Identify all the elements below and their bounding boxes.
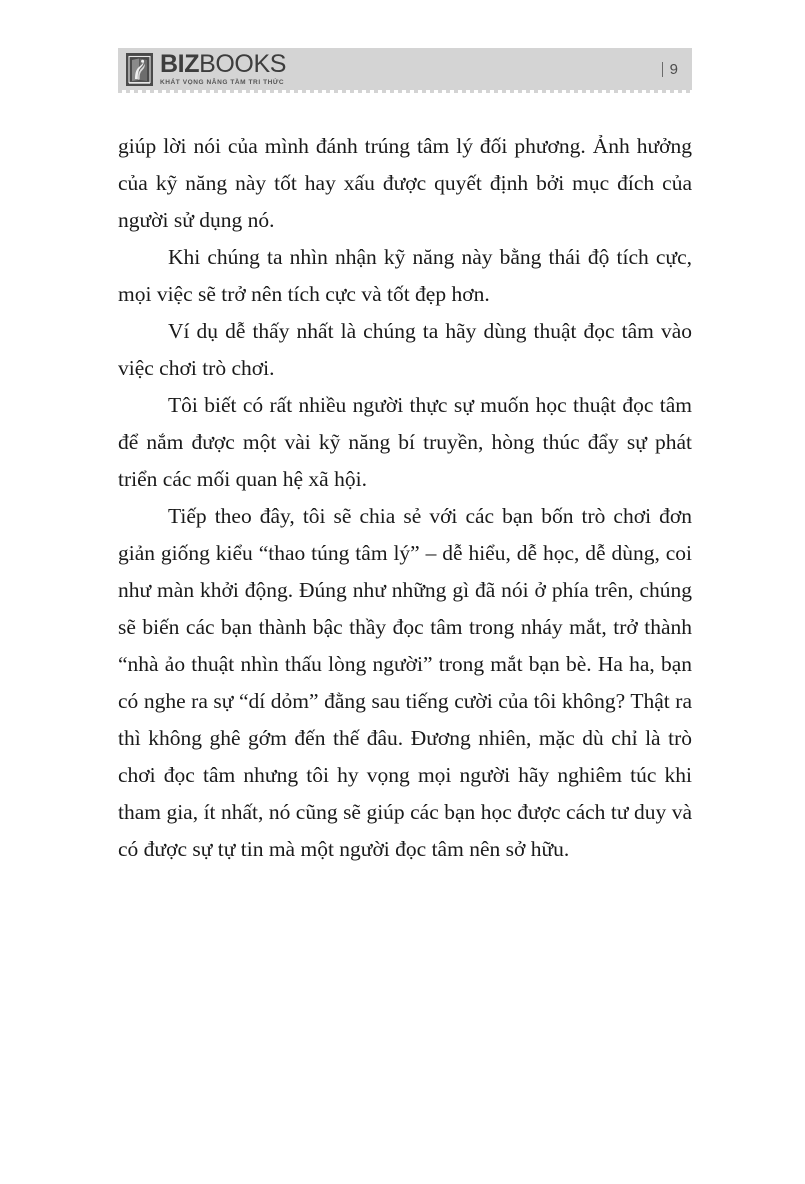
brand-tagline: KHÁT VỌNG NÂNG TẦM TRI THỨC xyxy=(160,78,285,86)
body-paragraph: Tiếp theo đây, tôi sẽ chia sẻ với các bạn bốn trò chơi đơn giản giống kiểu “thao túng tâm lý” – dễ hiểu, dễ học, dễ dùng, coi như màn khởi động. Đúng như những gì đã nói ở phía trên, chúng sẽ biến các bạn thành bậc thầy đọc tâm trong nháy mắt, trở thành “nhà ảo thuật nhìn thấu lòng người” trong mắt bạn bè. Ha ha, bạn có nghe ra sự “dí dỏm” đằng sau tiếng cười của tôi không? Thật ra thì không ghê gớm đến thế đâu. Đương nhiên, mặc dù chỉ là trò chơi đọc tâm nhưng tôi hy vọng mọi người hãy nghiêm túc khi tham gia, ít nhất, nó cũng sẽ giúp các bạn học được cách tư duy và có được sự tự tin mà một người đọc tâm nên sở hữu. xyxy=(118,504,692,861)
body-paragraph: Khi chúng ta nhìn nhận kỹ năng này bằng thái độ tích cực, mọi việc sẽ trở nên tích cực và tốt đẹp hơn. xyxy=(118,245,692,306)
body-paragraph: giúp lời nói của mình đánh trúng tâm lý đối phương. Ảnh hưởng của kỹ năng này tốt hay xấu được quyết định bởi mục đích của người sử dụng nó. xyxy=(118,134,692,232)
publisher-logo xyxy=(126,48,286,90)
body-paragraph: Ví dụ dễ thấy nhất là chúng ta hãy dùng thuật đọc tâm vào việc chơi trò chơi. xyxy=(118,319,692,380)
page-header-band xyxy=(118,48,692,90)
page-number: 9 xyxy=(669,60,678,78)
wordmark-biz: BIZ xyxy=(160,49,200,78)
bizbooks-logo-icon xyxy=(126,53,153,86)
page-body xyxy=(118,128,692,868)
folio-separator-rule xyxy=(662,62,663,77)
body-paragraph: Tôi biết có rất nhiều người thực sự muốn học thuật đọc tâm để nắm được một vài kỹ năng bí truyền, hòng thúc đẩy sự phát triển các mối quan hệ xã hội. xyxy=(118,393,692,491)
brand-text-block xyxy=(160,49,286,86)
brand-wordmark xyxy=(160,49,286,78)
page-number-group xyxy=(662,62,680,77)
wordmark-books: BOOKS xyxy=(199,49,286,78)
